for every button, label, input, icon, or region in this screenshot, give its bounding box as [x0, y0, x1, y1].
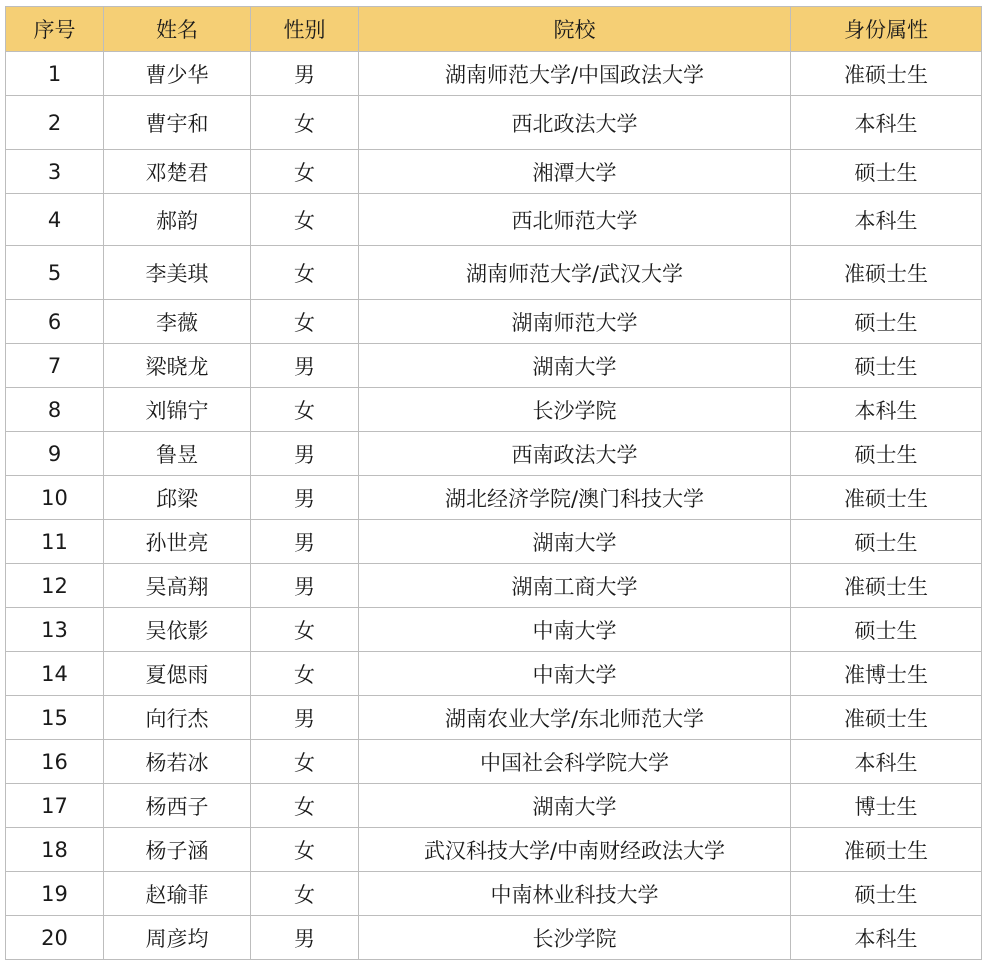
cell-school: 西北政法大学: [359, 96, 791, 150]
cell-gender: 女: [251, 740, 359, 784]
header-school: 院校: [359, 7, 791, 52]
cell-seq: 18: [6, 828, 104, 872]
cell-school: 长沙学院: [359, 916, 791, 960]
cell-gender: 男: [251, 344, 359, 388]
cell-name: 杨西子: [104, 784, 251, 828]
table-row: [6, 476, 982, 520]
cell-status: 准博士生: [791, 652, 982, 696]
cell-status: 本科生: [791, 740, 982, 784]
cell-school: 中南大学: [359, 652, 791, 696]
cell-school: 湖南工商大学: [359, 564, 791, 608]
cell-name: 鲁昱: [104, 432, 251, 476]
cell-name: 夏偲雨: [104, 652, 251, 696]
cell-gender: 女: [251, 96, 359, 150]
cell-school: 湘潭大学: [359, 150, 791, 194]
table-row: [6, 740, 982, 784]
table-row: [6, 194, 982, 246]
cell-name: 李薇: [104, 300, 251, 344]
cell-gender: 女: [251, 652, 359, 696]
cell-status: 本科生: [791, 916, 982, 960]
cell-name: 李美琪: [104, 246, 251, 300]
cell-seq: 19: [6, 872, 104, 916]
cell-school: 湖北经济学院/澳门科技大学: [359, 476, 791, 520]
cell-status: 准硕士生: [791, 564, 982, 608]
cell-status: 准硕士生: [791, 52, 982, 96]
cell-school: 武汉科技大学/中南财经政法大学: [359, 828, 791, 872]
cell-name: 梁晓龙: [104, 344, 251, 388]
cell-gender: 男: [251, 696, 359, 740]
cell-name: 向行杰: [104, 696, 251, 740]
cell-status: 准硕士生: [791, 696, 982, 740]
cell-status: 硕士生: [791, 432, 982, 476]
cell-name: 郝韵: [104, 194, 251, 246]
cell-school: 湖南师范大学: [359, 300, 791, 344]
table-row: [6, 432, 982, 476]
cell-school: 湖南农业大学/东北师范大学: [359, 696, 791, 740]
cell-name: 赵瑜菲: [104, 872, 251, 916]
cell-status: 硕士生: [791, 608, 982, 652]
header-gender: 性别: [251, 7, 359, 52]
cell-gender: 女: [251, 828, 359, 872]
cell-status: 准硕士生: [791, 246, 982, 300]
header-row: [6, 7, 982, 52]
cell-gender: 男: [251, 564, 359, 608]
table-row: [6, 652, 982, 696]
cell-name: 周彦均: [104, 916, 251, 960]
cell-seq: 15: [6, 696, 104, 740]
cell-seq: 4: [6, 194, 104, 246]
table-row: [6, 96, 982, 150]
cell-seq: 3: [6, 150, 104, 194]
cell-status: 本科生: [791, 388, 982, 432]
cell-name: 刘锦宁: [104, 388, 251, 432]
cell-seq: 1: [6, 52, 104, 96]
cell-status: 硕士生: [791, 872, 982, 916]
cell-name: 曹少华: [104, 52, 251, 96]
cell-name: 曹宇和: [104, 96, 251, 150]
cell-name: 邱梁: [104, 476, 251, 520]
cell-seq: 5: [6, 246, 104, 300]
cell-seq: 10: [6, 476, 104, 520]
table-row: [6, 150, 982, 194]
cell-school: 湖南师范大学/武汉大学: [359, 246, 791, 300]
table-row: [6, 388, 982, 432]
cell-gender: 女: [251, 246, 359, 300]
table-row: [6, 872, 982, 916]
cell-seq: 12: [6, 564, 104, 608]
cell-gender: 女: [251, 194, 359, 246]
table-row: [6, 696, 982, 740]
cell-name: 杨子涵: [104, 828, 251, 872]
cell-gender: 女: [251, 150, 359, 194]
table-row: [6, 246, 982, 300]
cell-status: 硕士生: [791, 150, 982, 194]
table-row: [6, 784, 982, 828]
cell-school: 中南林业科技大学: [359, 872, 791, 916]
cell-seq: 6: [6, 300, 104, 344]
cell-seq: 13: [6, 608, 104, 652]
cell-status: 准硕士生: [791, 828, 982, 872]
cell-gender: 男: [251, 916, 359, 960]
cell-gender: 女: [251, 784, 359, 828]
cell-gender: 女: [251, 388, 359, 432]
cell-school: 中国社会科学院大学: [359, 740, 791, 784]
cell-status: 本科生: [791, 96, 982, 150]
cell-status: 博士生: [791, 784, 982, 828]
cell-gender: 女: [251, 300, 359, 344]
cell-gender: 女: [251, 608, 359, 652]
cell-seq: 7: [6, 344, 104, 388]
cell-seq: 16: [6, 740, 104, 784]
cell-seq: 11: [6, 520, 104, 564]
table-row: [6, 300, 982, 344]
cell-seq: 2: [6, 96, 104, 150]
cell-seq: 14: [6, 652, 104, 696]
table-row: [6, 564, 982, 608]
table-row: [6, 608, 982, 652]
table-body: [6, 52, 982, 960]
cell-seq: 17: [6, 784, 104, 828]
cell-status: 准硕士生: [791, 476, 982, 520]
cell-name: 杨若冰: [104, 740, 251, 784]
cell-school: 湖南大学: [359, 784, 791, 828]
table-row: [6, 52, 982, 96]
cell-gender: 女: [251, 872, 359, 916]
cell-name: 孙世亮: [104, 520, 251, 564]
table-row: [6, 520, 982, 564]
cell-name: 吴依影: [104, 608, 251, 652]
cell-gender: 男: [251, 520, 359, 564]
cell-gender: 男: [251, 52, 359, 96]
header-seq: 序号: [6, 7, 104, 52]
cell-school: 湖南大学: [359, 520, 791, 564]
header-name: 姓名: [104, 7, 251, 52]
cell-gender: 男: [251, 476, 359, 520]
cell-school: 湖南师范大学/中国政法大学: [359, 52, 791, 96]
cell-status: 本科生: [791, 194, 982, 246]
table-header: [6, 7, 982, 52]
cell-seq: 20: [6, 916, 104, 960]
table-row: [6, 828, 982, 872]
cell-name: 吴高翔: [104, 564, 251, 608]
table-row: [6, 916, 982, 960]
cell-gender: 男: [251, 432, 359, 476]
cell-seq: 9: [6, 432, 104, 476]
cell-status: 硕士生: [791, 344, 982, 388]
cell-status: 硕士生: [791, 300, 982, 344]
cell-school: 中南大学: [359, 608, 791, 652]
header-status: 身份属性: [791, 7, 982, 52]
member-table: [5, 6, 982, 960]
cell-school: 西北师范大学: [359, 194, 791, 246]
cell-school: 西南政法大学: [359, 432, 791, 476]
cell-school: 湖南大学: [359, 344, 791, 388]
cell-name: 邓楚君: [104, 150, 251, 194]
cell-school: 长沙学院: [359, 388, 791, 432]
cell-status: 硕士生: [791, 520, 982, 564]
table-row: [6, 344, 982, 388]
cell-seq: 8: [6, 388, 104, 432]
